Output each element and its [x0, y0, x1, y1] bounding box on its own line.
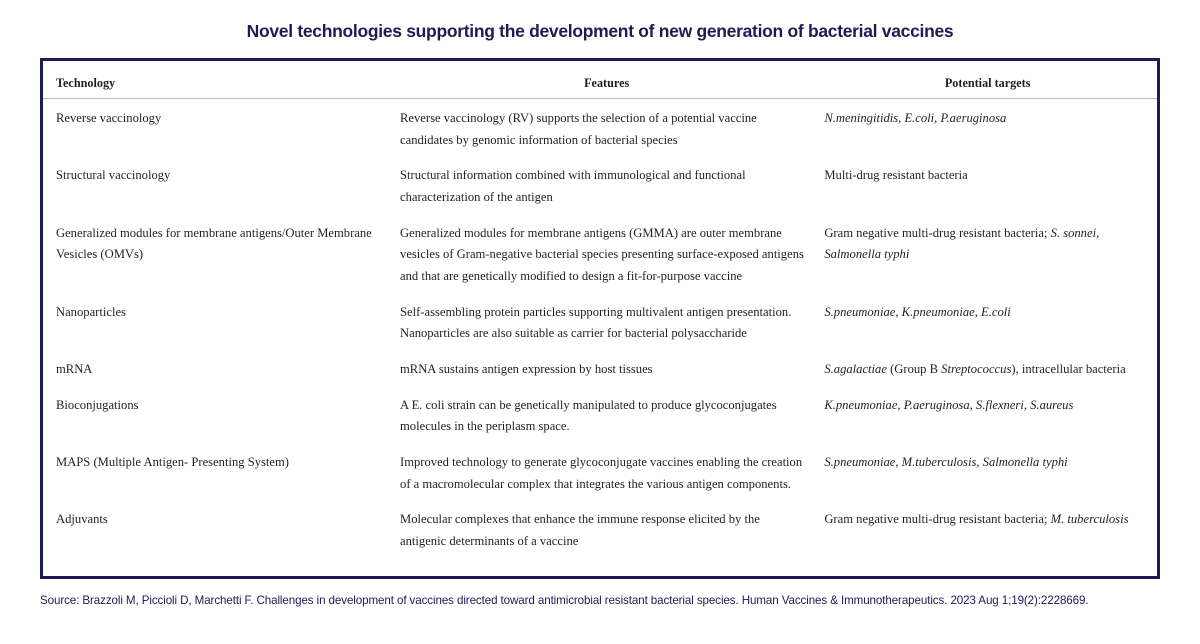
cell-features: mRNA sustains antigen expression by host tissues: [400, 361, 653, 376]
target-text-segment: S.agalactiae: [824, 361, 891, 376]
cell-technology: Generalized modules for membrane antigens/Outer Membrane Vesicles (OMVs): [56, 225, 372, 262]
cell-potential-targets: [818, 99, 1157, 159]
cell-features: Self-assembling protein particles supporting multivalent antigen presentation. Nanoparticles are also suitable as carrier for bacterial polysaccharide: [400, 304, 792, 341]
column-header-technology: Technology: [43, 61, 395, 99]
cell-technology: Reverse vaccinology: [56, 111, 162, 125]
table-row: [43, 388, 1157, 445]
cell-technology: Structural vaccinology: [56, 168, 171, 183]
technologies-table-container: [40, 58, 1160, 579]
table-row: [43, 352, 1157, 388]
table-row: [43, 216, 1157, 295]
target-text-segment: K.pneumoniae, P.aeruginosa, S.flexneri, S.aureus: [824, 397, 1074, 412]
cell-potential-targets: [818, 216, 1157, 295]
cell-potential-targets: [818, 502, 1157, 559]
cell-potential-targets: [818, 295, 1157, 352]
target-text-segment: S.pneumoniae, K.pneumoniae, E.coli: [824, 304, 1011, 319]
table-row: [43, 445, 1157, 502]
cell-technology: Bioconjugations: [56, 397, 139, 412]
cell-potential-targets: [818, 158, 1157, 215]
table-row: [43, 295, 1157, 352]
page-title: Novel technologies supporting the development of new generation of bacterial vaccines: [246, 21, 954, 41]
target-text-segment: Gram negative multi-drug resistant bacteria;: [824, 225, 1051, 240]
table-row: [43, 158, 1157, 215]
table-header: [43, 61, 1157, 99]
column-header-potential-targets: Potential targets: [818, 61, 1157, 99]
technologies-table: [43, 61, 1157, 560]
cell-technology: Adjuvants: [56, 512, 108, 527]
table-row: [43, 99, 1157, 159]
table-row: [43, 502, 1157, 559]
target-text-segment: M. tuberculosis: [1050, 512, 1129, 527]
cell-features: Structural information combined with immunological and functional characterization of the antigen: [400, 168, 746, 204]
cell-potential-targets: [818, 352, 1157, 388]
target-text-segment: (Group B: [890, 361, 942, 376]
cell-potential-targets: [818, 445, 1157, 502]
cell-technology: Nanoparticles: [56, 304, 126, 319]
cell-technology: MAPS (Multiple Antigen- Presenting System): [56, 454, 289, 469]
target-text-segment: Gram negative multi-drug resistant bacteria;: [824, 512, 1051, 527]
target-text-segment: ), intracellular bacteria: [1011, 361, 1126, 376]
target-text-segment: N.meningitidis, E.coli, P.aeruginosa: [824, 111, 1007, 125]
cell-features: A E. coli strain can be genetically manipulated to produce glycoconjugates molecules in the periplasm space.: [400, 397, 777, 434]
target-text-segment: S.pneumoniae, M.tuberculosis, Salmonella typhi: [824, 454, 1068, 469]
target-text-segment: Streptococcus: [941, 361, 1012, 376]
target-text-segment: S. sonnei, Salmonella typhi: [824, 225, 1100, 262]
source-citation: Source: Brazzoli M, Piccioli D, Marchetti F. Challenges in development of vaccines directed toward antimicrobial resistant bacterial species. Human Vaccines & Immunotherapeutics. 2023 Aug 1;19(2):2228669.: [40, 594, 1089, 607]
cell-features: Molecular complexes that enhance the immune response elicited by the antigenic determinants of a vaccine: [400, 512, 760, 548]
table-body: [43, 99, 1157, 560]
cell-features: Reverse vaccinology (RV) supports the selection of a potential vaccine candidates by genomic information of bacterial species: [400, 111, 757, 147]
cell-features: Generalized modules for membrane antigens (GMMA) are outer membrane vesicles of Gram-negative bacterial species presenting surface-exposed antigens and that are genetically modified to design a fit-for-purpose vaccine: [400, 225, 804, 283]
column-header-features: Features: [395, 61, 818, 99]
cell-features: Improved technology to generate glycoconjugate vaccines enabling the creation of a macromolecular complex that integrates the various antigen components.: [400, 454, 803, 491]
cell-technology: mRNA: [56, 361, 93, 376]
table-header-row: [43, 61, 1157, 99]
target-text-segment: Multi-drug resistant bacteria: [824, 168, 968, 183]
cell-potential-targets: [818, 388, 1157, 445]
